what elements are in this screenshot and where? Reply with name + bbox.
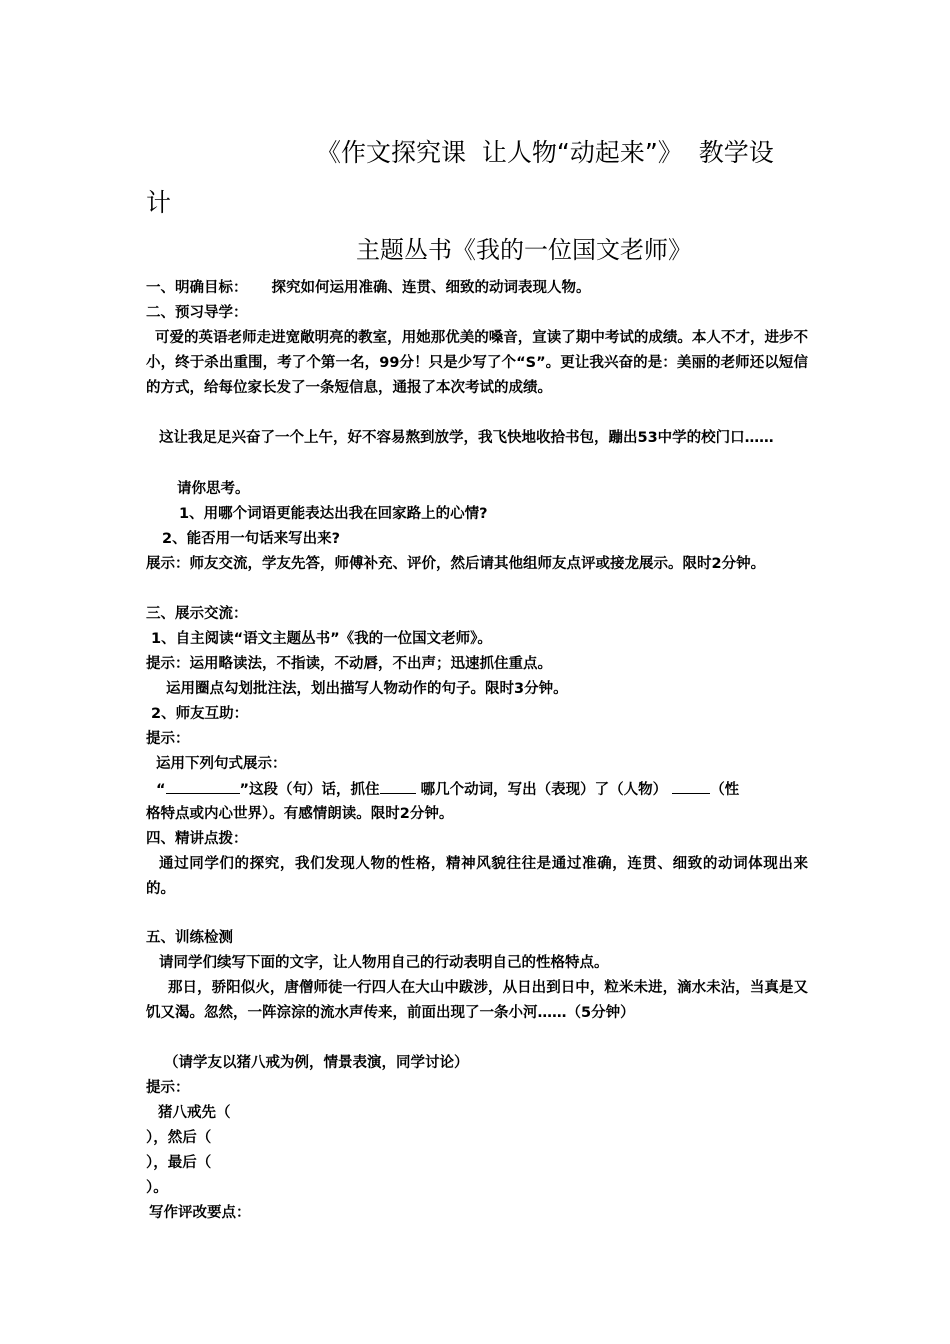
s3-tip1: 提示：运用略读法，不指读，不动唇，不出声；迅速抓住重点。 [146,656,552,672]
s3-tip2: 运用圈点勾划批注法，划出描写人物动作的句子。限时3分钟。 [166,681,568,697]
s3-pattern-line2: 格特点或内心世界）。有感情朗读。限时2分钟。 [146,806,454,822]
goal-label: 一、明确目标： [146,280,248,296]
s3-pattern-intro: 运用下列句式展示： [156,756,287,772]
s5-fill2: ），然后（ [146,1130,212,1146]
s5-eval: 写作评改要点： [149,1205,251,1221]
goal-row [146,276,808,301]
doc-subtitle: 主题丛书《我的一位国文老师》 [356,236,692,264]
s3-item2: 2、师友互助： [151,706,249,722]
question-2: 2、能否用一句话来写出来? [162,531,340,547]
blank-words [380,777,416,794]
s5-fill1: 猪八戒先（ [158,1105,231,1121]
s5-story: 那日，骄阳似火，唐僧师徒一行四人在大山中跋涉，从日出到日中，粒米未进，滴水未沾，当真是又饥又渴。忽然，一阵淙淙的流水声传来，前面出现了一条小河……（5分钟） [146,980,808,1021]
s5-instruction: 请同学们续写下面的文字，让人物用自己的行动表明自己的性格特点。 [159,955,609,971]
s5-note: （请学友以猪八戒为例，情景表演，同学讨论） [164,1055,469,1071]
s5-tip-label: 提示： [146,1080,190,1096]
preview-para2: 这让我足足兴奋了一个上午，好不容易熬到放学，我飞快地收拾书包，蹦出53中学的校门口…… [159,430,774,446]
question-1: 1、用哪个词语更能表达出我在回家路上的心情? [179,506,488,522]
preview-heading: 二、预习导学： [146,305,248,321]
display-para: 展示：师友交流，学友先答，师傅补充、评价，然后请其他组师友点评或接龙展示。限时2分钟。 [146,556,766,572]
goal-text: 探究如何运用准确、连贯、细致的动词表现人物。 [271,280,591,296]
s3-tip-label: 提示： [146,731,190,747]
section4-para: 通过同学们的探究，我们发现人物的性格，精神风貌往往是通过准确，连贯、细致的动词体现出来的。 [146,856,808,897]
think-prompt: 请你思考。 [177,481,250,497]
s5-fill4: ）。 [146,1180,168,1196]
section5-heading: 五、训练检测 [146,930,233,946]
blank-trait [672,777,710,794]
s5-fill3: ），最后（ [146,1155,212,1171]
doc-title-line1: 《作文探究课 让人物“动起来”》 教学设 [316,138,774,167]
section4-heading: 四、精讲点拨： [146,831,248,847]
s3-item1: 1、自主阅读“语文主题丛书”《我的一位国文老师》。 [151,631,492,647]
doc-title-line2: 计 [146,188,172,217]
section3-heading: 三、展示交流： [146,606,248,622]
preview-para1: 可爱的英语老师走进宽敞明亮的教室，用她那优美的嗓音，宣读了期中考试的成绩。本人不才，进步不小，终于杀出重围，考了个第一名，99分！只是少写了个“S”。更让我兴奋的是：美丽的老师还以短信的方式，给每位家长发了一条短信息，通报了本次考试的成绩。 [146,330,808,396]
s3-pattern-line1: “ ”这段（句）话，抓住 哪几个动词，写出（表现）了（人物） （性 [156,777,818,803]
blank-passage [166,777,240,794]
